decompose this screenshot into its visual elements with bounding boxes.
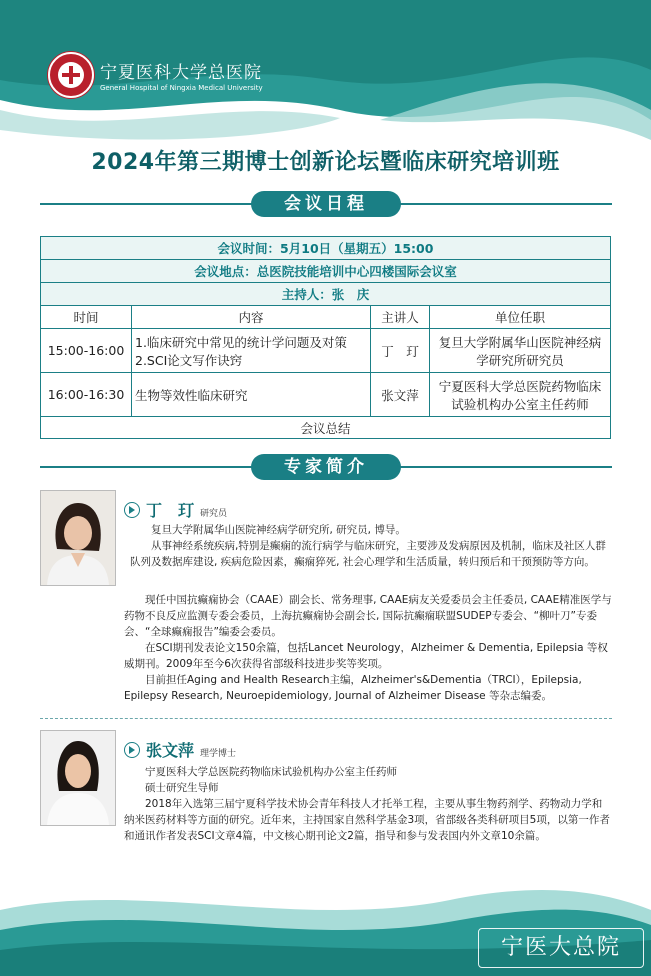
expert-name: 张文萍 [146, 741, 195, 760]
hospital-emblem-icon [48, 52, 94, 98]
experts-heading: 专家简介 [251, 454, 401, 480]
table-header-row [41, 306, 611, 329]
hospital-name-en: General Hospital of Ningxia Medical University [100, 84, 263, 92]
content-line: 2.SCI论文写作诀窍 [135, 352, 243, 368]
meeting-summary: 会议总结 [41, 417, 611, 439]
expert-title: 理学博士 [200, 749, 237, 759]
bio-paragraph: 现任中国抗癫痫协会（CAAE）副会长、常务理事, CAAE病友关爱委员会主任委员, CAAE精准医学与药物不良反应监测专委会委员，上海抗癫痫协会副会长, 国际抗癫痫联盟SUDEP专委会、“柳叶刀”专委会、“全球癫痫报告”编委会委员。 [124, 594, 612, 638]
header-content: 内容 [132, 306, 371, 329]
play-circle-icon [124, 502, 140, 518]
expert-photo [40, 730, 116, 826]
row-speaker: 张文萍 [371, 373, 430, 417]
expert-name-row [124, 738, 236, 761]
experts-section-header [40, 456, 612, 478]
watermark: 宁医大总院 [478, 928, 644, 968]
expert-title: 研究员 [200, 509, 228, 519]
expert-name: 丁 玎 [146, 501, 195, 520]
row-time: 15:00-16:00 [41, 329, 132, 373]
meeting-time: 会议时间：5月10日（星期五）15:00 [41, 237, 611, 260]
bio-paragraph: 硕士研究生导师 [145, 782, 219, 794]
row-unit: 宁夏医科大学总医院药物临床试验机构办公室主任药师 [430, 373, 611, 417]
bio-paragraph: 在SCI期刊发表论文150余篇，包括Lancet Neurology，Alzheimer & Dementia, Epilepsia 等权威期刊。2009年至今6次获得省部级科技进步奖等奖项。 [124, 642, 608, 670]
header-unit: 单位任职 [430, 306, 611, 329]
expert-card [40, 490, 612, 712]
expert-photo [40, 490, 116, 586]
agenda-heading: 会议日程 [251, 191, 401, 217]
expert-card [40, 730, 612, 870]
content-line: 1.临床研究中常见的统计学问题及对策 [135, 334, 347, 350]
header-time: 时间 [41, 306, 132, 329]
row-speaker: 丁 玎 [371, 329, 430, 373]
meeting-host: 主持人：张 庆 [41, 283, 611, 306]
page-title: 2024年第三期博士创新论坛暨临床研究培训班 [91, 150, 560, 175]
expert-bio [130, 522, 610, 570]
table-row [41, 373, 611, 417]
schedule-table [40, 236, 611, 439]
expert-name-row [124, 498, 227, 521]
agenda-section-header [40, 193, 612, 215]
meeting-location: 会议地点：总医院技能培训中心四楼国际会议室 [41, 260, 611, 283]
bio-paragraph: 目前担任Aging and Health Research主编，Alzheimer's&Dementia（TRCI），Epilepsia, Epilepsy Research, Neuroepidemiology, Journal of Alzheimer Disease 等杂志编委。 [124, 674, 582, 702]
bio-paragraph: 2018年入选第三届宁夏科学技术协会青年科技人才托举工程，主要从事生物药剂学、药物动力学和纳米医药材料等方面的研究。近年来，主持国家自然科学基金3项，省部级各类科研项目5项，以第一作者和通讯作者发表SCI文章4篇，中文核心期刊论文2篇，指导和参与发表国内外文章10余篇。 [124, 798, 610, 842]
bio-paragraph: 复旦大学附属华山医院神经病学研究所, 研究员, 博导。 [151, 524, 406, 536]
expert-bio [124, 764, 612, 844]
bio-paragraph: 宁夏医科大学总医院药物临床试验机构办公室主任药师 [145, 766, 397, 778]
hospital-logo-block [48, 52, 263, 98]
row-time: 16:00-16:30 [41, 373, 132, 417]
bio-paragraph: 从事神经系统疾病,特别是癫痫的流行病学与临床研究，主要涉及发病原因及机制，临床及社区人群队列及数据库建设, 疾病危险因素，癫痫猝死, 社会心理学和生活质量，转归预后和干预预防等方向。 [130, 540, 606, 568]
table-row [41, 329, 611, 373]
divider [40, 718, 612, 719]
expert-bio-continued [124, 592, 612, 704]
row-unit: 复旦大学附属华山医院神经病学研究所研究员 [430, 329, 611, 373]
row-content [132, 329, 371, 373]
row-content: 生物等效性临床研究 [132, 373, 371, 417]
play-circle-icon [124, 742, 140, 758]
header-speaker: 主讲人 [371, 306, 430, 329]
hospital-name-cn: 宁夏医科大学总医院 [100, 63, 262, 83]
